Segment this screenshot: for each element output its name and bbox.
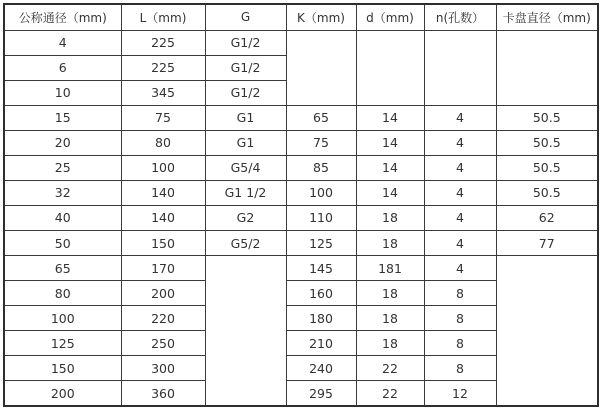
table-cell: 4 bbox=[4, 30, 121, 55]
table-cell: 12 bbox=[424, 381, 496, 406]
table-cell: 75 bbox=[286, 130, 356, 155]
table-row bbox=[4, 205, 598, 230]
column-header: L（mm) bbox=[121, 4, 205, 30]
table-cell: 80 bbox=[121, 130, 205, 155]
table-cell: 62 bbox=[496, 205, 598, 230]
header-row bbox=[4, 4, 598, 30]
table-cell: 77 bbox=[496, 231, 598, 256]
table-cell: 4 bbox=[424, 105, 496, 130]
table-cell: 4 bbox=[424, 130, 496, 155]
table-cell: 32 bbox=[4, 180, 121, 205]
table-cell: 125 bbox=[286, 231, 356, 256]
table-cell: 8 bbox=[424, 306, 496, 331]
table-cell: 6 bbox=[4, 55, 121, 80]
table-cell: 85 bbox=[286, 155, 356, 180]
table-cell: G1 bbox=[205, 105, 286, 130]
table-cell: 100 bbox=[4, 306, 121, 331]
table-cell: 225 bbox=[121, 30, 205, 55]
table-cell: 4 bbox=[424, 231, 496, 256]
table-cell: 50.5 bbox=[496, 130, 598, 155]
table-cell: 50 bbox=[4, 231, 121, 256]
table-cell bbox=[356, 30, 424, 105]
table-cell: 4 bbox=[424, 256, 496, 281]
table-row bbox=[4, 256, 598, 281]
table-cell: 200 bbox=[121, 281, 205, 306]
table-header bbox=[4, 4, 598, 30]
table-cell: 8 bbox=[424, 331, 496, 356]
table-cell: 14 bbox=[356, 130, 424, 155]
table-cell: 160 bbox=[286, 281, 356, 306]
table-cell: 150 bbox=[121, 231, 205, 256]
table-cell: 50.5 bbox=[496, 180, 598, 205]
table-cell bbox=[496, 30, 598, 105]
column-header: 卡盘直径（mm) bbox=[496, 4, 598, 30]
table-cell: G2 bbox=[205, 205, 286, 230]
table-cell: 18 bbox=[356, 231, 424, 256]
table-cell: 4 bbox=[424, 155, 496, 180]
table-cell: 14 bbox=[356, 180, 424, 205]
table-cell: 100 bbox=[121, 155, 205, 180]
table-cell: G1/2 bbox=[205, 80, 286, 105]
table-cell: 50.5 bbox=[496, 105, 598, 130]
table-cell: 125 bbox=[4, 331, 121, 356]
table-cell: 345 bbox=[121, 80, 205, 105]
table-cell: 170 bbox=[121, 256, 205, 281]
table-row bbox=[4, 180, 598, 205]
table-cell: 8 bbox=[424, 356, 496, 381]
table-cell: 40 bbox=[4, 205, 121, 230]
table-cell: 25 bbox=[4, 155, 121, 180]
table-row bbox=[4, 30, 598, 55]
table-cell bbox=[205, 256, 286, 406]
column-header: d（mm) bbox=[356, 4, 424, 30]
spec-table bbox=[3, 3, 599, 407]
table-cell: 65 bbox=[4, 256, 121, 281]
table-cell: 20 bbox=[4, 130, 121, 155]
table-cell: 14 bbox=[356, 155, 424, 180]
table-cell: 75 bbox=[121, 105, 205, 130]
table-cell: 220 bbox=[121, 306, 205, 331]
table-cell: 181 bbox=[356, 256, 424, 281]
table-cell bbox=[286, 30, 356, 105]
table-cell: 225 bbox=[121, 55, 205, 80]
table-cell: 8 bbox=[424, 281, 496, 306]
table-cell: 4 bbox=[424, 205, 496, 230]
table-cell: 4 bbox=[424, 180, 496, 205]
table-cell: 50.5 bbox=[496, 155, 598, 180]
table-cell: G1 1/2 bbox=[205, 180, 286, 205]
table-cell: G5/4 bbox=[205, 155, 286, 180]
column-header: 公称通径（mm) bbox=[4, 4, 121, 30]
table-cell: G1/2 bbox=[205, 30, 286, 55]
table-cell: 200 bbox=[4, 381, 121, 406]
table-cell: 240 bbox=[286, 356, 356, 381]
table-cell: 14 bbox=[356, 105, 424, 130]
table-cell: 145 bbox=[286, 256, 356, 281]
table-cell: 180 bbox=[286, 306, 356, 331]
table-row bbox=[4, 130, 598, 155]
table-cell: 140 bbox=[121, 180, 205, 205]
table-cell: G1 bbox=[205, 130, 286, 155]
table-cell: 18 bbox=[356, 331, 424, 356]
table-cell: 110 bbox=[286, 205, 356, 230]
table-cell: 18 bbox=[356, 205, 424, 230]
table-cell: 300 bbox=[121, 356, 205, 381]
table-cell bbox=[424, 30, 496, 105]
table-cell: 18 bbox=[356, 306, 424, 331]
column-header: K（mm) bbox=[286, 4, 356, 30]
table-cell: 250 bbox=[121, 331, 205, 356]
table-cell: 295 bbox=[286, 381, 356, 406]
table-cell: 65 bbox=[286, 105, 356, 130]
table-cell: 100 bbox=[286, 180, 356, 205]
table-cell: G5/2 bbox=[205, 231, 286, 256]
column-header: G bbox=[205, 4, 286, 30]
table-cell bbox=[496, 256, 598, 406]
table-body bbox=[4, 30, 598, 406]
table-cell: 140 bbox=[121, 205, 205, 230]
column-header: n(孔数） bbox=[424, 4, 496, 30]
table-row bbox=[4, 231, 598, 256]
table-cell: 22 bbox=[356, 381, 424, 406]
table-cell: G1/2 bbox=[205, 55, 286, 80]
table-cell: 80 bbox=[4, 281, 121, 306]
table-cell: 15 bbox=[4, 105, 121, 130]
table-cell: 22 bbox=[356, 356, 424, 381]
table-cell: 360 bbox=[121, 381, 205, 406]
table-cell: 10 bbox=[4, 80, 121, 105]
table-row bbox=[4, 105, 598, 130]
table-row bbox=[4, 155, 598, 180]
table-cell: 18 bbox=[356, 281, 424, 306]
table-cell: 150 bbox=[4, 356, 121, 381]
table-cell: 210 bbox=[286, 331, 356, 356]
